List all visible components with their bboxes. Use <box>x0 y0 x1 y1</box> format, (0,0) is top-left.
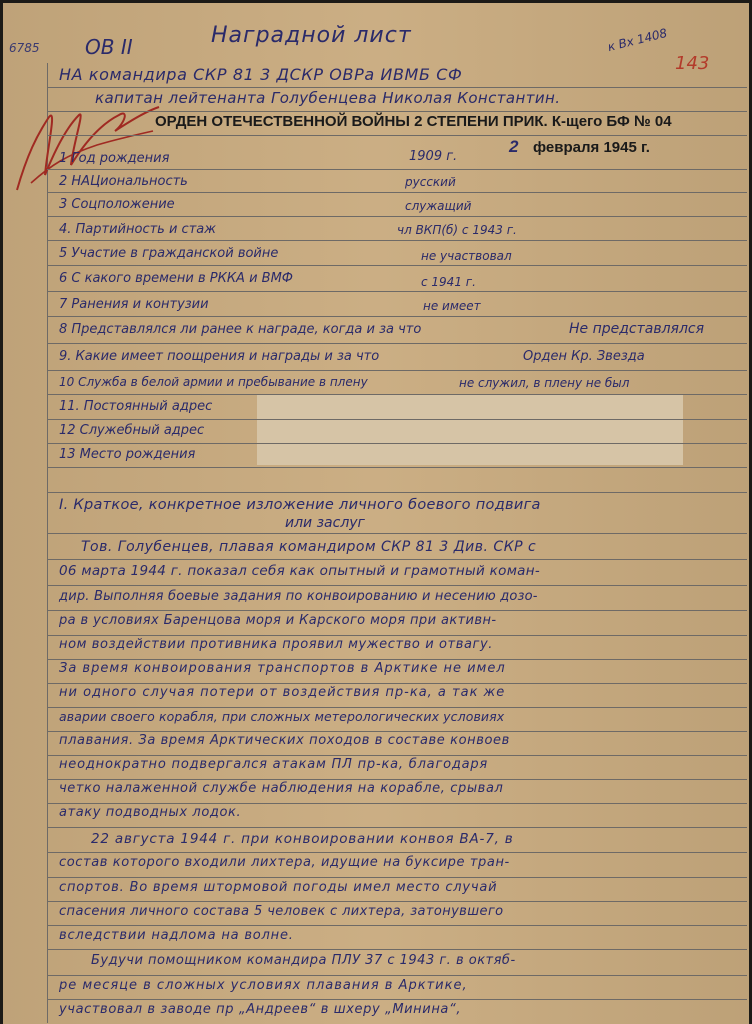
narrative-line: вследствии надлома на волне. <box>59 928 294 943</box>
field-label: 4. Партийность и стаж <box>59 222 216 237</box>
section-heading: I. Краткое, конкретное изложение личного боевого подвига <box>59 497 541 513</box>
nominee-line-1: НА командира СКР 81 3 ДСКР ОВРа ИВМБ СФ <box>59 65 463 84</box>
narrative-line: спасения личного состава 5 человек с лихтера, затонувшего <box>59 904 504 919</box>
field-label: 6 С какого времени в РККА и ВМФ <box>59 271 293 286</box>
nominee-line-2: капитан лейтенанта Голубенцева Николая Константин. <box>95 89 561 107</box>
field-value: русский <box>405 175 456 189</box>
field-label: 12 Служебный адрес <box>59 423 205 438</box>
field-value: 1909 г. <box>409 149 458 164</box>
narrative-line: ра в условиях Баренцова моря и Карского моря при активн- <box>59 613 497 628</box>
field-value: чл ВКП(б) с 1943 г. <box>397 223 517 237</box>
narrative-line: ном воздействии противника проявил мужество и отвагу. <box>59 637 493 652</box>
field-label: 3 Соцположение <box>59 197 175 212</box>
date-rest: февраля 1945 г. <box>533 139 650 156</box>
field-value: Не представлялся <box>569 321 705 337</box>
field-value: не служил, в плену не был <box>459 376 630 390</box>
narrative-line: четко налаженной службе наблюдения на корабле, срывал <box>59 781 504 796</box>
narrative-line: участвовал в заводе пр „Андреев“ в шхеру „Минина“, <box>59 1002 462 1017</box>
field-label: 10 Служба в белой армии и пребывание в плену <box>59 375 368 389</box>
field-label: 9. Какие имеет поощрения и награды и за что <box>59 349 380 364</box>
narrative-line: ни одного случая потери от воздействия пр-ка, а так же <box>59 685 506 700</box>
narrative-line: 06 марта 1944 г. показал себя как опытный и грамотный коман- <box>59 563 541 579</box>
field-label: 8 Представлялся ли ранее к награде, когда и за что <box>59 322 422 337</box>
corner-code: ОВ II <box>85 35 133 59</box>
section-heading-sub: или заслуг <box>285 515 365 531</box>
award-order: ОРДЕН ОТЕЧЕСТВЕННОЙ ВОЙНЫ 2 СТЕПЕНИ ПРИК. К-щего БФ № 04 <box>155 113 672 130</box>
narrative-line: дир. Выполняя боевые задания по конвоированию и несению дозо- <box>59 589 538 604</box>
narrative-line: Тов. Голубенцев, плавая командиром СКР 81 3 Див. СКР с <box>81 539 537 555</box>
field-value: не участвовал <box>421 249 512 263</box>
narrative-line: аварии своего корабля, при сложных метерологических условиях <box>59 709 505 724</box>
field-label: 5 Участие в гражданской войне <box>59 246 279 261</box>
narrative-line: ре месяце в сложных условиях плавания в Арктике, <box>59 978 468 993</box>
corner-number: 6785 <box>9 41 40 55</box>
narrative-line: плавания. За время Арктических походов в составе конвоев <box>59 733 510 748</box>
red-number: 143 <box>675 53 710 74</box>
field-label: 1 Год рождения <box>59 151 170 166</box>
field-label: 11. Постоянный адрес <box>59 399 213 414</box>
narrative-line: Будучи помощником командира ПЛУ 37 с 1943 г. в октяб- <box>91 953 516 968</box>
narrative-line: спортов. Во время штормовой погоды имел место случай <box>59 880 498 895</box>
field-value: служащий <box>405 199 472 213</box>
margin-line <box>47 63 48 1023</box>
award-sheet <box>3 3 749 1024</box>
narrative-line: неоднократно подвергался атакам ПЛ пр-ка, благодаря <box>59 757 489 772</box>
top-right-note: к Вх 1408 <box>606 25 669 55</box>
narrative-line: За время конвоирования транспортов в Арктике не имел <box>59 661 506 676</box>
field-label: 7 Ранения и контузии <box>59 297 209 312</box>
narrative-line: атаку подводных лодок. <box>59 805 242 820</box>
redacted-address <box>257 395 683 465</box>
field-label: 13 Место рождения <box>59 447 196 462</box>
narrative-line: состав которого входили лихтера, идущие на буксире тран- <box>59 855 510 870</box>
title: Наградной лист <box>211 23 412 48</box>
field-value: не имеет <box>423 299 481 313</box>
field-value: Орден Кр. Звезда <box>523 349 645 364</box>
field-label: 2 НАЦиональность <box>59 174 188 189</box>
field-value: с 1941 г. <box>421 275 476 289</box>
date-day: 2 <box>509 137 519 156</box>
narrative-line: 22 августа 1944 г. при конвоировании конвоя ВА-7, в <box>91 831 514 847</box>
